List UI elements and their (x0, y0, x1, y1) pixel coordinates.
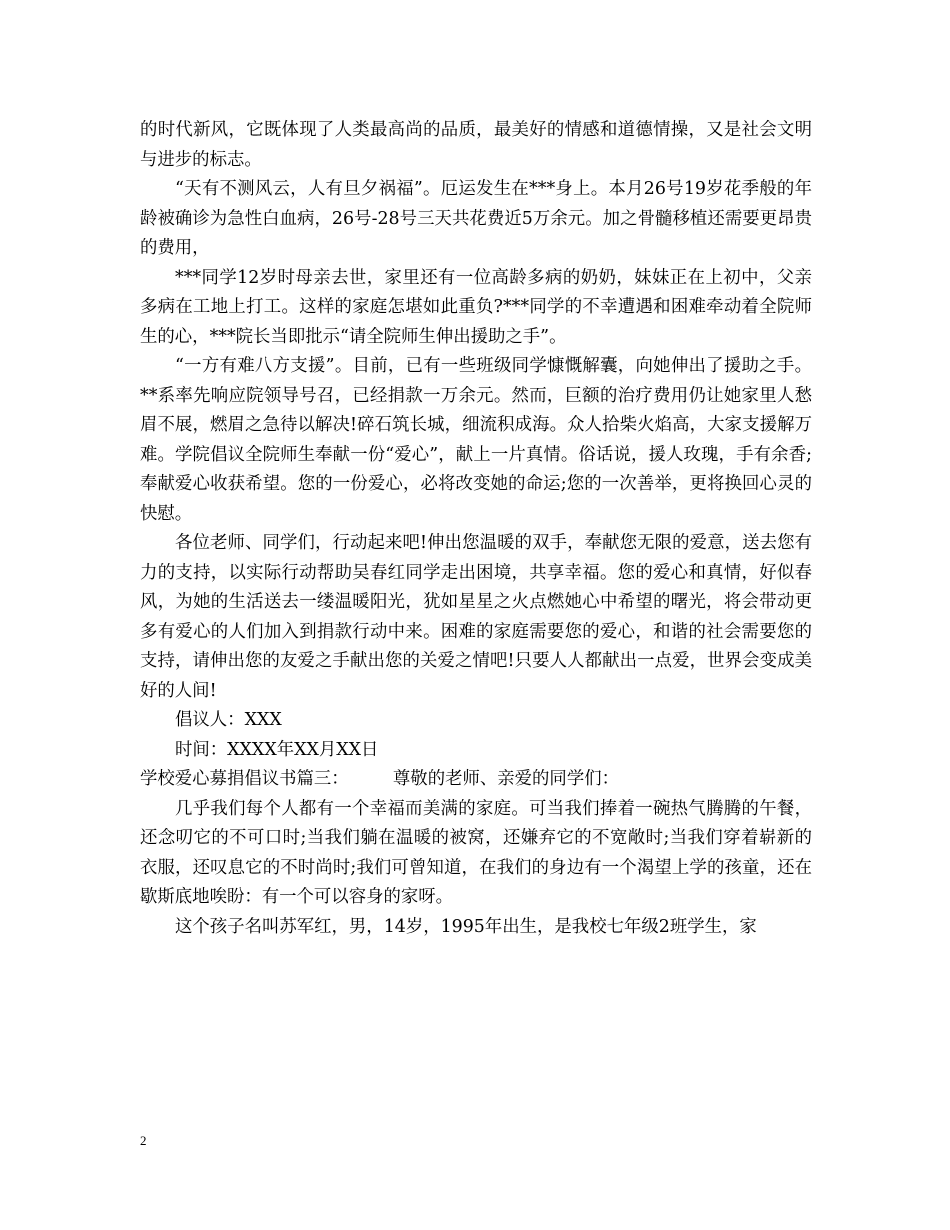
signature-proposer: 倡议人：XXX (175, 710, 282, 730)
section-heading: 学校爱心募捐倡议书篇三： 尊敬的老师、亲爱的同学们： (140, 769, 619, 789)
paragraph-appeal: 各位老师、同学们，行动起来吧!伸出您温暖的双手，奉献您无限的爱意，送去您有力的支持，以实际行动帮助吴春红同学走出困境，共享幸福。您的爱心和真情，好似春风，为她的生活送去一缕温暖阳光，犹如星星之火点燃她心中希望的曙光，将会带动更多有爱心的人们加入到捐款行动中来。困难的家庭需要您的爱心，和谐的社会需要您的支持，请伸出您的友爱之手献出您的关爱之情吧!只要人人都献出一点爱，世界会变成美好的人间! (140, 533, 812, 701)
signature-date: 时间：XXXX年XX月XX日 (175, 739, 379, 760)
paragraph-continuation: 的时代新风，它既体现了人类最高尚的品质，最美好的情感和道德情操，又是社会文明与进步的标志。 (140, 120, 812, 170)
paragraph-support: “一方有难八方支援”。目前，已有一些班级同学慷慨解囊，向她伸出了援助之手。**系率先响应院领导号召，已经捐款一万余元。然而，巨额的治疗费用仍让她家里人愁眉不展，燃眉之急待以解决!碎石筑长城，细流积成海。众人拾柴火焰高，大家支援解万难。学院倡议全院师生奉献一份“爱心”，献上一片真情。俗话说，援人玫瑰，手有余香;奉献爱心收获希望。您的一份爱心，必将改变她的命运;您的一次善举，更将换回心灵的快慰。 (140, 356, 812, 524)
paragraph-family-happiness: 几乎我们每个人都有一个幸福而美满的家庭。可当我们捧着一碗热气腾腾的午餐，还念叨它的不可口时;当我们躺在温暖的被窝，还嫌弃它的不宽敞时;当我们穿着崭新的衣服，还叹息它的不时尚时;我们可曾知道，在我们的身边有一个渴望上学的孩童，还在歇斯底地唉盼：有一个可以容身的家呀。 (140, 798, 812, 907)
paragraph-misfortune: “天有不测风云，人有旦夕祸福”。厄运发生在***身上。本月26号19岁花季般的年龄被确诊为急性白血病，26号-28号三天共花费近5万余元。加之骨髓移植还需要更昂贵的费用， (140, 179, 812, 258)
page-number: 2 (140, 1133, 147, 1148)
document-body (140, 116, 812, 942)
paragraph-family-background: ***同学12岁时母亲去世，家里还有一位高龄多病的奶奶，妹妹正在上初中，父亲多病在工地上打工。这样的家庭怎堪如此重负?***同学的不幸遭遇和困难牵动着全院师生的心，***院长当即批示“请全院师生伸出援助之手”。 (140, 267, 812, 347)
paragraph-student-intro: 这个孩子名叫苏军红，男，14岁，1995年出生，是我校七年级2班学生，家 (175, 916, 757, 937)
